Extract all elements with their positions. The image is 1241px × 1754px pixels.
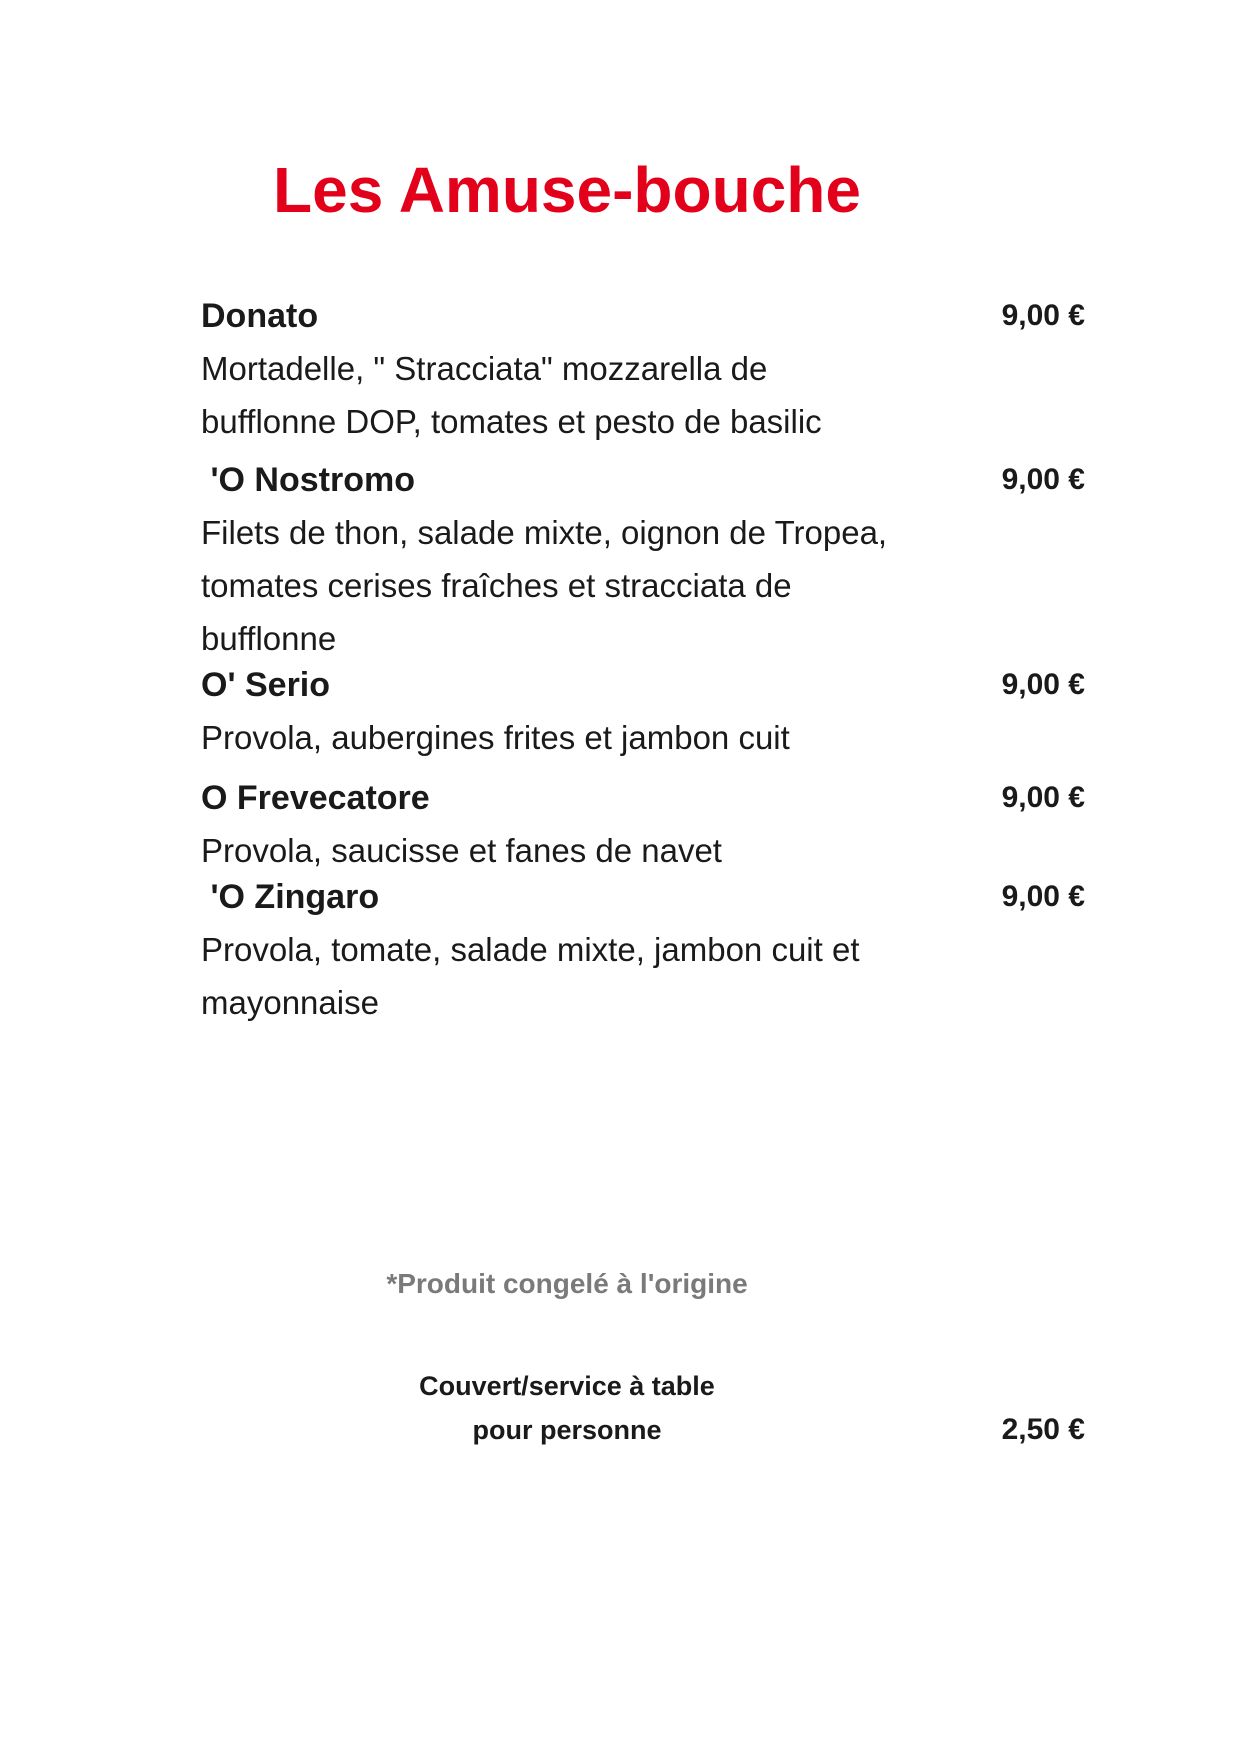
- cover-charge-price: 2,50 €: [1001, 1413, 1085, 1446]
- menu-item-donato: [201, 290, 1085, 448]
- item-price: 9,00 €: [1001, 781, 1085, 814]
- item-name: 'O Nostromo: [201, 461, 415, 499]
- item-name: 'O Zingaro: [201, 878, 380, 916]
- menu-item-nostromo: [201, 454, 1085, 665]
- cover-charge-line1: Couvert/service à table: [419, 1371, 715, 1401]
- item-description: Provola, tomate, salade mixte, jambon cuit et mayonnaise: [201, 931, 860, 1021]
- menu-item-serio: [201, 659, 1085, 764]
- cover-charge-line2: pour personne: [472, 1415, 662, 1445]
- item-name: O' Serio: [201, 666, 331, 704]
- item-price: 9,00 €: [1001, 299, 1085, 332]
- frozen-product-footnote: *Produit congelé à l'origine: [386, 1268, 748, 1299]
- item-price: 9,00 €: [1001, 463, 1085, 496]
- item-description: Provola, aubergines frites et jambon cuit: [201, 719, 790, 756]
- menu-list: [201, 290, 1085, 1029]
- item-price: 9,00 €: [1001, 880, 1085, 913]
- item-price: 9,00 €: [1001, 668, 1085, 701]
- cover-charge: [0, 1364, 1134, 1452]
- item-name: Donato: [201, 297, 319, 335]
- menu-item-zingaro: [201, 871, 1085, 1029]
- menu-item-frevecatore: [201, 772, 1085, 877]
- item-name: O Frevecatore: [201, 779, 430, 817]
- item-description: Mortadelle, " Stracciata" mozzarella de bufflonne DOP, tomates et pesto de basilic: [201, 350, 822, 440]
- page-title: Les Amuse-bouche: [273, 154, 861, 226]
- item-description: Provola, saucisse et fanes de navet: [201, 832, 722, 869]
- item-description: Filets de thon, salade mixte, oignon de Tropea, tomates cerises fraîches et stracciata de bufflonne: [201, 514, 888, 657]
